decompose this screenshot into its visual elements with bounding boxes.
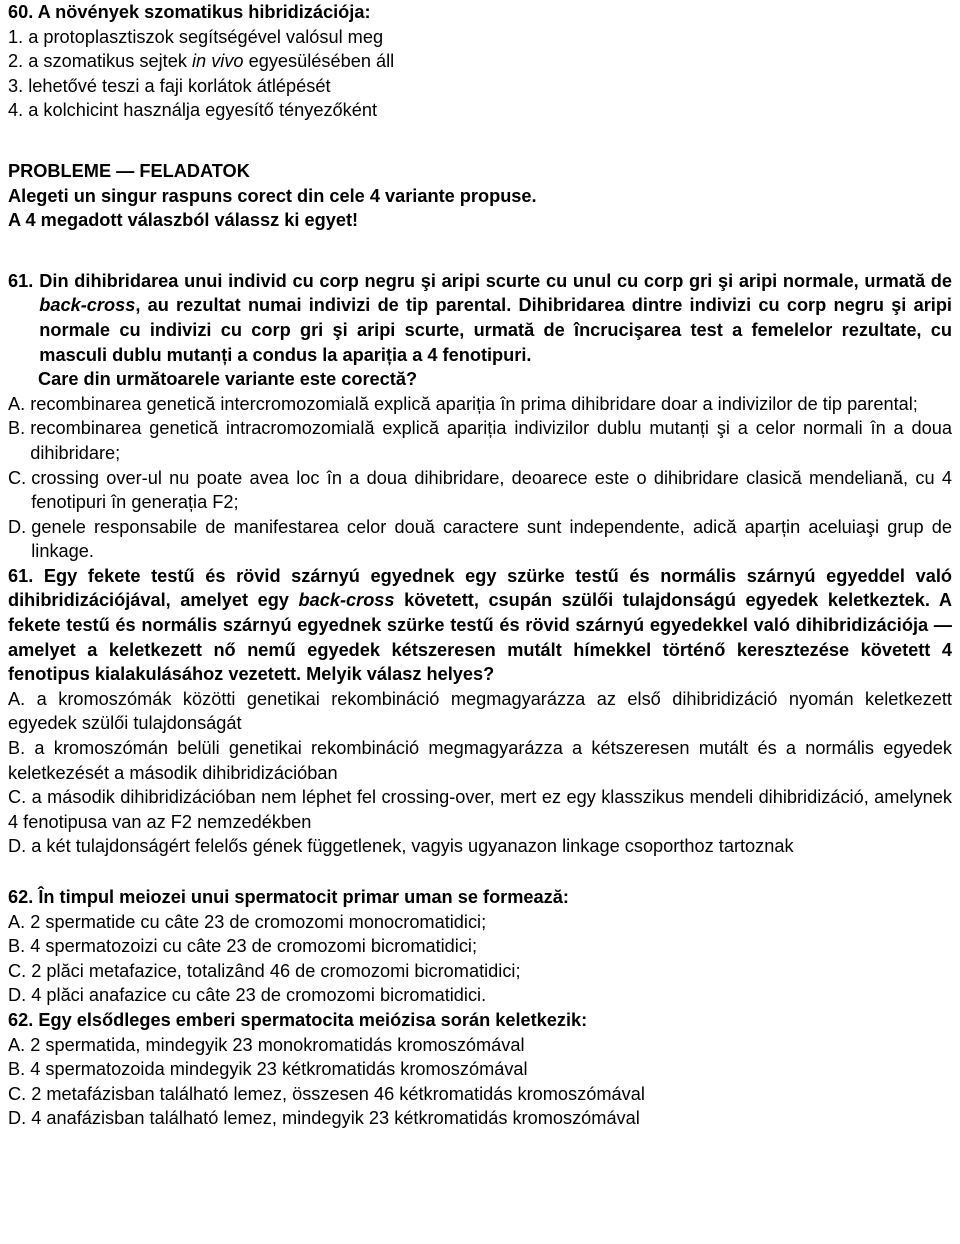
- option-c: C. 2 plăci metafazice, totalizând 46 de cromozomi bicromatidici;: [8, 960, 521, 981]
- option-a: A. recombinarea genetică intercromozomială explică apariția în prima dihibridare doar a indivizilor de tip parental;: [8, 393, 918, 414]
- option-b: B. 4 spermatozoizi cu câte 23 de cromozomi bicromatidici;: [8, 936, 478, 957]
- question-61-ro-stem: 61. Din dihibridarea unui individ cu corp negru şi aripi scurte cu unul cu corp gri şi aripi normale, urmată de back-cross, au rezultat numai indivizi de tip parental. Dihibridarea dintre indivizi cu corp negru şi aripi normale cu indivizi cu corp gri şi aripi scurte, urmată de încrucişarea test a femelelor rezultate, cu masculi dublu mutanți a condus la apariția a 4 fenotipuri.: [8, 269, 952, 367]
- question-number: 61.: [8, 270, 34, 291]
- option-d: D. genele responsabile de manifestarea celor două caractere sunt independente, adică aparțin aceluiaşi grup de linkage.: [8, 516, 952, 562]
- option-3: 3. lehetővé teszi a faji korlátok átlépését: [8, 75, 331, 96]
- option-d: D. 4 plăci anafazice cu câte 23 de cromozomi bicromatidici.: [8, 985, 487, 1006]
- option-d: D. a két tulajdonságért felelős gének függetlenek, vagyis ugyanazon linkage csoporthoz tartoznak: [8, 836, 794, 857]
- option-1: 1. a protoplasztiszok segítségével valósul meg: [8, 26, 384, 47]
- option-a: A. 2 spermatide cu câte 23 de cromozomi monocromatidici;: [8, 911, 487, 932]
- question-62-hu: [8, 1008, 952, 1131]
- option-4: 4. a kolchicint használja egyesítő tényezőként: [8, 100, 378, 121]
- question-61-hu: [8, 564, 952, 859]
- question-62-hu-title: 62. Egy elsődleges emberi spermatocita meiózisa során keletkezik:: [8, 1009, 588, 1030]
- question-62-ro: [8, 885, 952, 1008]
- question-62-ro-title: 62. În timpul meiozei unui spermatocit primar uman se formează:: [8, 887, 569, 907]
- option-a: A. a kromoszómák közötti genetikai rekombináció megmagyarázza az első dihibridizáció nyomán keletkezett egyedek szülői tulajdonságát: [8, 688, 952, 734]
- instruction-hu: A 4 megadott válaszból válassz ki egyet!: [8, 210, 359, 231]
- instruction-ro: Alegeti un singur raspuns corect din cele 4 variante propuse.: [8, 185, 537, 206]
- option-2: 2. a szomatikus sejtek in vivo egyesülésében áll: [8, 51, 395, 72]
- option-d: D. 4 anafázisban található lemez, mindegyik 23 kétkromatidás kromoszómával: [8, 1108, 640, 1129]
- question-61-ro-prompt: Care din următoarele variante este corectă?: [38, 369, 418, 390]
- section-heading: PROBLEME — FELADATOK: [8, 160, 250, 181]
- question-60-title: 60. A növények szomatikus hibridizációja:: [8, 2, 371, 22]
- option-c: C. crossing over-ul nu poate avea loc în a doua dihibridare, deoarece este o dihibridare clasică mendeliană, cu 4 fenotipuri în generația F2;: [8, 467, 952, 513]
- question-61-ro: [8, 269, 952, 564]
- option-b: B. a kromoszómán belüli genetikai rekombináció megmagyarázza a kétszeresen mutált és a normális egyedek keletkezését a második dihibridizációban: [8, 738, 952, 783]
- option-b: B. recombinarea genetică intracromozomială explică apariția indivizilor dublu mutanți şi a celor normali în a doua dihibridare;: [8, 418, 952, 463]
- question-61-hu-stem: 61. Egy fekete testű és rövid szárnyú egyednek egy szürke testű és normális szárnyú egyeddel való dihibridizációjával, amelyet egy back-cross követett, csupán szülői tulajdonságú egyedek keletkeztek. A fekete testű és normális szárnyú egyednek szürke testű és rövid szárnyú egyedekkel való dihibridizációja — amelyet a keletkezett nő nemű egyedek kétszeresen mutált hímekkel történő keresztezése követett 4 fenotipus kialakulásához vezetett. Melyik válasz helyes?: [8, 565, 952, 685]
- option-a: A. 2 spermatida, mindegyik 23 monokromatidás kromoszómával: [8, 1034, 525, 1055]
- question-60: [8, 0, 952, 123]
- option-b: B. 4 spermatozoida mindegyik 23 kétkromatidás kromoszómával: [8, 1059, 528, 1080]
- option-c: C. 2 metafázisban található lemez, összesen 46 kétkromatidás kromoszómával: [8, 1083, 645, 1104]
- option-c: C. a második dihibridizációban nem léphet fel crossing-over, mert ez egy klasszikus mendeli dihibridizáció, amelynek 4 fenotipusa van az F2 nemzedékben: [8, 787, 952, 832]
- section-header: [8, 159, 952, 233]
